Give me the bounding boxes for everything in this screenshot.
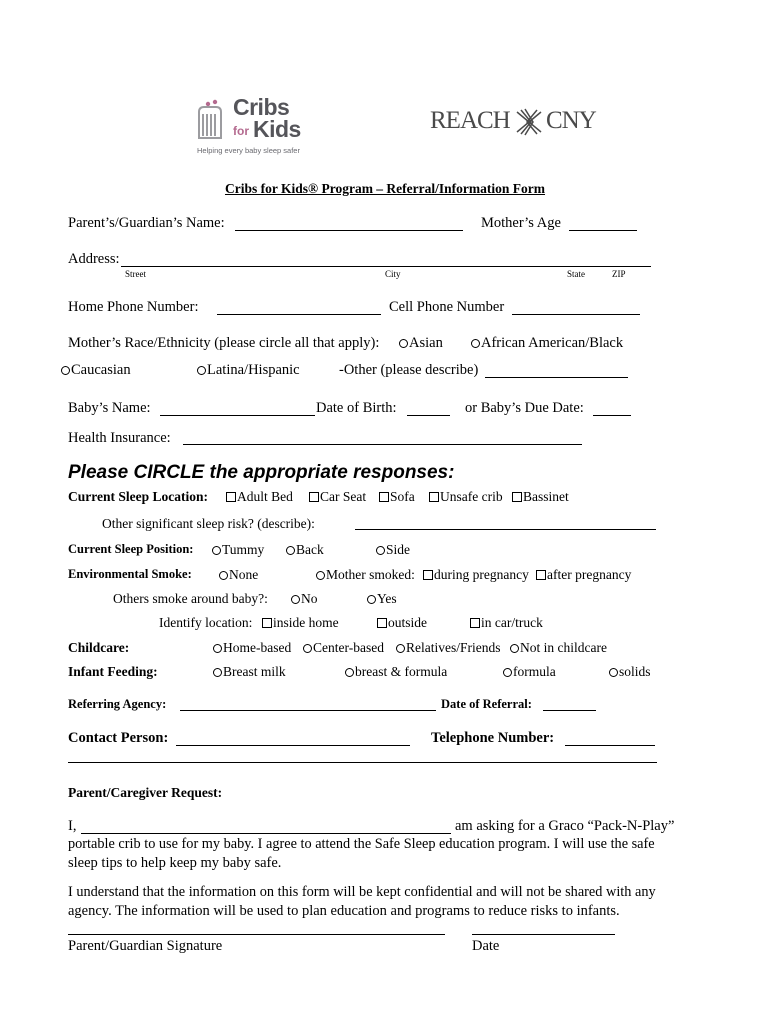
car-label: in car/truck	[481, 615, 543, 630]
latina-label: Latina/Hispanic	[207, 362, 300, 378]
date-label: Date	[472, 938, 500, 954]
address-zip-caption: ZIP	[612, 269, 626, 279]
latina-radio-icon	[197, 366, 206, 375]
other-risk-field[interactable]	[355, 529, 656, 530]
solids-label: solids	[619, 664, 651, 679]
other-risk-label: Other significant sleep risk? (describe):	[102, 516, 315, 531]
checkbox-icon	[262, 618, 272, 628]
adult-bed-label: Adult Bed	[237, 489, 293, 504]
address-field[interactable]	[121, 266, 651, 267]
race-option-asian[interactable]	[399, 335, 443, 352]
baby-dob-field[interactable]	[407, 415, 450, 416]
side-label: Side	[386, 542, 411, 557]
relatives-label: Relatives/Friends	[406, 640, 501, 655]
cny-logo-word: CNY	[546, 107, 596, 134]
sleep-position-back[interactable]	[286, 542, 324, 558]
african-label: African American/Black	[481, 335, 624, 351]
baby-name-field[interactable]	[160, 415, 315, 416]
not-childcare-radio-icon	[510, 644, 519, 653]
race-other-field[interactable]	[485, 377, 628, 378]
race-label: Mother’s Race/Ethnicity (please circle all that apply):	[68, 335, 380, 351]
confidential-line2: agency. The information will be used to plan education and programs to reduce risks to infants.	[68, 903, 620, 919]
kids-logo-word: Kids	[253, 116, 301, 142]
mix-radio-icon	[345, 668, 354, 677]
childcare-relatives[interactable]	[396, 640, 501, 656]
after-label: after pregnancy	[547, 567, 632, 582]
reach-emblem-icon	[514, 107, 544, 137]
contact-person-label: Contact Person:	[68, 730, 169, 746]
telephone-label: Telephone Number:	[431, 730, 555, 746]
mother-smoked-label: Mother smoked:	[326, 567, 415, 582]
none-label: None	[229, 567, 259, 582]
others-smoke-yes[interactable]	[367, 591, 397, 607]
sleep-position-side[interactable]	[376, 542, 410, 558]
checkbox-icon	[512, 492, 522, 502]
telephone-field[interactable]	[565, 745, 655, 746]
none-radio-icon	[219, 571, 228, 580]
referral-date-field[interactable]	[543, 710, 596, 711]
contact-extra-field[interactable]	[68, 762, 657, 763]
not-childcare-label: Not in childcare	[520, 640, 607, 655]
formula-label: formula	[513, 664, 556, 679]
signature-label: Parent/Guardian Signature	[68, 938, 223, 954]
race-option-latina[interactable]	[197, 362, 300, 379]
baby-dob-label: Date of Birth:	[316, 400, 397, 416]
caucasian-label: Caucasian	[71, 362, 131, 378]
checkbox-icon	[470, 618, 480, 628]
location-outside[interactable]	[377, 615, 427, 631]
no-radio-icon	[291, 595, 300, 604]
bassinet-label: Bassinet	[523, 489, 569, 504]
home-phone-label: Home Phone Number:	[68, 299, 199, 315]
asian-radio-icon	[399, 339, 408, 348]
smoke-during-pregnancy[interactable]	[423, 567, 529, 583]
insurance-label: Health Insurance:	[68, 430, 171, 446]
outside-label: outside	[388, 615, 427, 630]
yes-label: Yes	[377, 591, 397, 606]
tummy-radio-icon	[212, 546, 221, 555]
home-based-label: Home-based	[223, 640, 292, 655]
feeding-formula[interactable]	[503, 664, 556, 680]
insurance-field[interactable]	[183, 444, 582, 445]
cell-phone-label: Cell Phone Number	[389, 299, 505, 315]
center-radio-icon	[303, 644, 312, 653]
no-label: No	[301, 591, 318, 606]
cell-phone-field[interactable]	[512, 314, 640, 315]
childcare-home[interactable]	[213, 640, 291, 656]
home-radio-icon	[213, 644, 222, 653]
others-smoke-no[interactable]	[291, 591, 318, 607]
location-car[interactable]	[470, 615, 543, 631]
home-phone-field[interactable]	[217, 314, 381, 315]
car-seat-label: Car Seat	[320, 489, 367, 504]
others-smoke-label: Others smoke around baby?:	[113, 591, 268, 606]
mother-radio-icon	[316, 571, 325, 580]
request-heading: Parent/Caregiver Request:	[68, 785, 223, 800]
cribs-tagline: Helping every baby sleep safer	[197, 146, 300, 155]
request-line2: portable crib to use for my baby. I agree to attend the Safe Sleep education program. I will use the safe	[68, 836, 655, 852]
feeding-solids[interactable]	[609, 664, 651, 680]
date-field[interactable]	[472, 934, 615, 935]
checkbox-icon	[423, 570, 433, 580]
caucasian-radio-icon	[61, 366, 70, 375]
relatives-radio-icon	[396, 644, 405, 653]
referring-agency-label: Referring Agency:	[68, 697, 167, 711]
tummy-label: Tummy	[222, 542, 265, 557]
checkbox-icon	[309, 492, 319, 502]
request-line3: sleep tips to help keep my baby safe.	[68, 855, 282, 871]
reach-cny-logo	[430, 106, 602, 138]
feeding-breast[interactable]	[213, 664, 286, 680]
formula-radio-icon	[503, 668, 512, 677]
baby-due-field[interactable]	[593, 415, 631, 416]
breast-formula-label: breast & formula	[355, 664, 448, 679]
sleep-location-car-seat[interactable]	[309, 489, 366, 505]
solids-radio-icon	[609, 668, 618, 677]
checkbox-icon	[379, 492, 389, 502]
feeding-label: Infant Feeding:	[68, 664, 158, 679]
referral-date-label: Date of Referral:	[441, 697, 532, 711]
address-city-caption: City	[385, 269, 401, 279]
yes-radio-icon	[367, 595, 376, 604]
during-label: during pregnancy	[434, 567, 529, 582]
cribs-for-kids-logo	[193, 94, 323, 160]
breast-milk-label: Breast milk	[223, 664, 286, 679]
sleep-location-bassinet[interactable]	[512, 489, 569, 505]
address-label: Address:	[68, 251, 120, 267]
request-asking: am asking for a Graco “Pack-N-Play”	[455, 818, 675, 834]
request-i: I,	[68, 818, 77, 834]
race-option-other-label: -Other (please describe)	[339, 362, 479, 378]
asian-label: Asian	[409, 335, 443, 351]
center-based-label: Center-based	[313, 640, 384, 655]
parent-name-label: Parent’s/Guardian’s Name:	[68, 215, 225, 231]
childcare-label: Childcare:	[68, 640, 130, 655]
checkbox-icon	[377, 618, 387, 628]
sofa-label: Sofa	[390, 489, 415, 504]
crib-icon	[193, 98, 227, 142]
identify-location-label: Identify location:	[159, 615, 253, 630]
sleep-location-label: Current Sleep Location:	[68, 489, 208, 504]
feeding-mix[interactable]	[345, 664, 447, 680]
request-name-field[interactable]	[81, 833, 451, 834]
mother-age-label: Mother’s Age	[481, 215, 561, 231]
sleep-position-tummy[interactable]	[212, 542, 264, 558]
confidential-line1: I understand that the information on this form will be kept confidential and will not be shared with any	[68, 884, 656, 900]
contact-person-field[interactable]	[176, 745, 410, 746]
breast-radio-icon	[213, 668, 222, 677]
race-option-african[interactable]	[471, 335, 623, 352]
sleep-location-adult-bed[interactable]	[226, 489, 293, 505]
checkbox-icon	[226, 492, 236, 502]
side-radio-icon	[376, 546, 385, 555]
back-label: Back	[296, 542, 324, 557]
referring-agency-field[interactable]	[180, 710, 436, 711]
smoke-mother[interactable]	[316, 567, 415, 583]
address-street-caption: Street	[125, 269, 146, 279]
checkbox-icon	[429, 492, 439, 502]
signature-field[interactable]	[68, 934, 445, 935]
mother-age-field[interactable]	[569, 230, 637, 231]
childcare-not[interactable]	[510, 640, 607, 656]
smoke-label: Environmental Smoke:	[68, 567, 192, 581]
race-option-caucasian[interactable]	[61, 362, 131, 379]
childcare-center[interactable]	[303, 640, 384, 656]
baby-name-label: Baby’s Name:	[68, 400, 151, 416]
reach-logo-word: REACH	[430, 107, 510, 134]
address-state-caption: State	[567, 269, 585, 279]
sleep-location-sofa[interactable]	[379, 489, 415, 505]
for-logo-word: for	[233, 124, 249, 138]
checkbox-icon	[536, 570, 546, 580]
baby-due-label: or Baby’s Due Date:	[465, 400, 584, 416]
form-title: Cribs for Kids® Program – Referral/Information Form	[224, 181, 546, 196]
sleep-position-label: Current Sleep Position:	[68, 542, 194, 556]
back-radio-icon	[286, 546, 295, 555]
african-radio-icon	[471, 339, 480, 348]
sleep-location-unsafe-crib[interactable]	[429, 489, 503, 505]
cribs-logo-word: Cribs	[233, 94, 290, 120]
unsafe-crib-label: Unsafe crib	[440, 489, 503, 504]
parent-name-field[interactable]	[235, 230, 463, 231]
smoke-none[interactable]	[219, 567, 258, 583]
inside-label: inside home	[273, 615, 339, 630]
circle-heading: Please CIRCLE the appropriate responses:	[68, 462, 455, 483]
location-inside-home[interactable]	[262, 615, 339, 631]
smoke-after-pregnancy[interactable]	[536, 567, 631, 583]
